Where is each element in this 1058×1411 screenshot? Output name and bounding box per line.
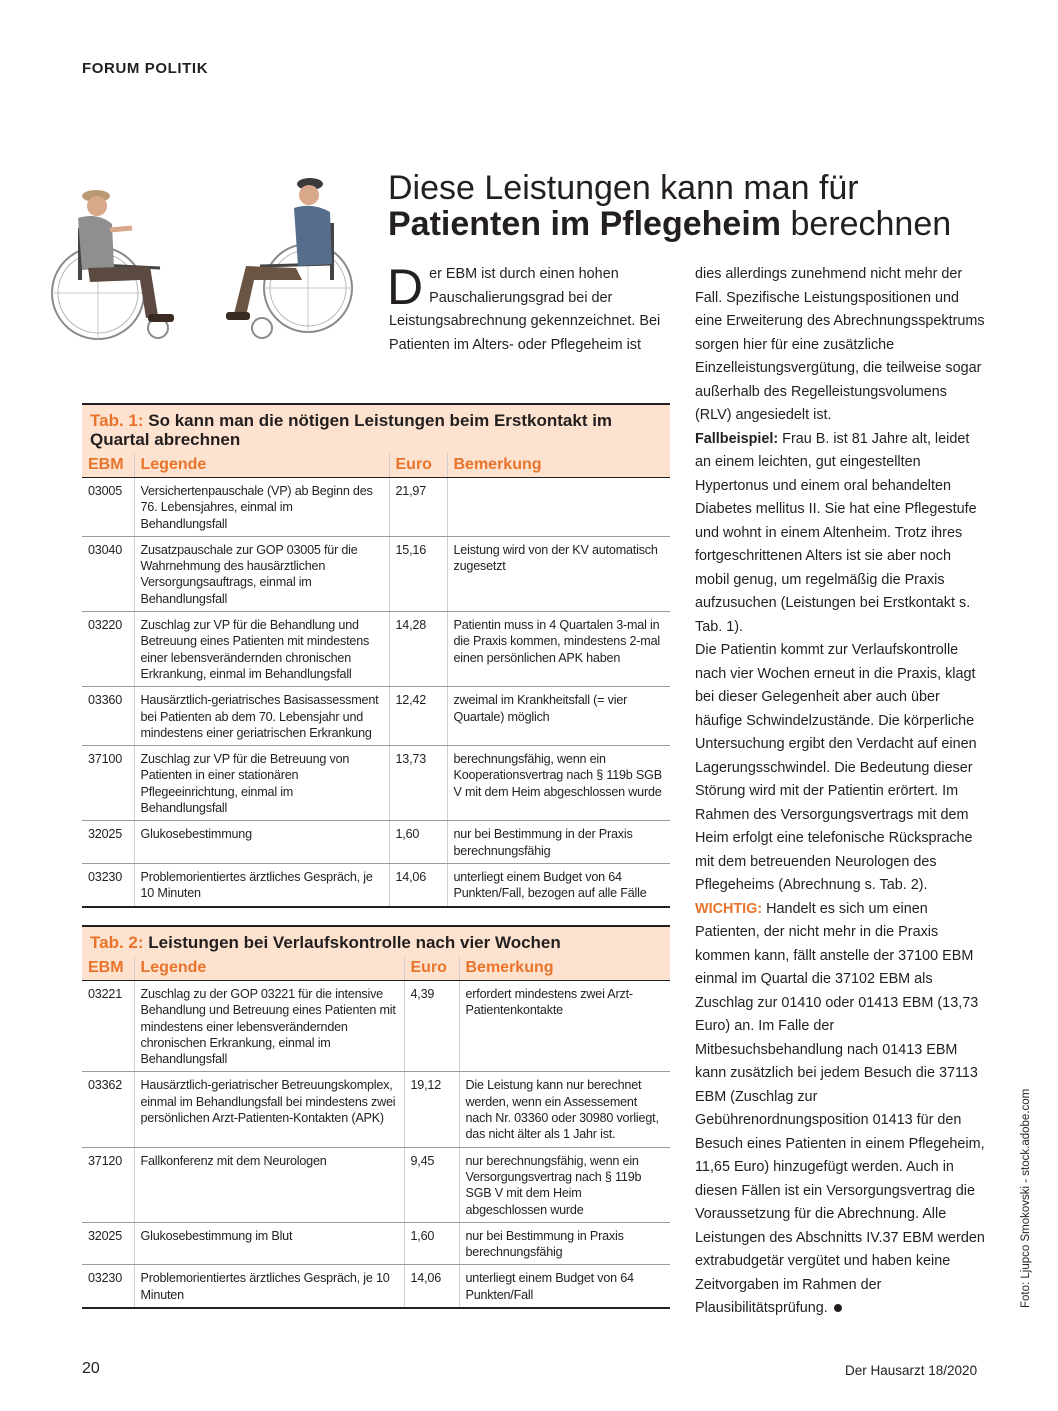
column-header: Euro (404, 956, 459, 981)
magazine-issue: Der Hausarzt 18/2020 (845, 1363, 978, 1378)
cell-euro: 13,73 (389, 746, 447, 821)
table-row (82, 1222, 670, 1265)
cell-ebm: 32025 (82, 821, 134, 864)
article-headline (388, 170, 1028, 242)
table-row (82, 821, 670, 864)
important-text: Handelt es sich um einen Patienten, der nicht mehr in die Praxis kommen kann, fällt anstelle der 37100 EBM einmal im Quartal die 37102 EBM als Zuschlag zur 01410 oder 01413 EBM (13,73 Euro) an. Im Falle der Mitbesuchsbehandlung nach 01413 EBM kann zusätzlich bei jedem Besuch die 37113 EBM (Zuschlag zur Gebührenordnungsposition 01413 für den Besuch eines Patienten in einem Pflegeheim, 11,65 Euro) hinzugefügt werden. Auch in diesen Fällen ist ein Versorgungsvertrag die Voraussetzung für die Abrechnung. Alle Leistungen des Abschnitts IV.37 EBM werden extrabudgetär vergütet und haben keine Zeitvorgaben im Rahmen der Plausibilitätsprüfung. (695, 900, 985, 1316)
table-row (82, 687, 670, 746)
cell-legende: Fallkonferenz mit dem Neurologen (134, 1147, 404, 1222)
column-header: Legende (134, 453, 389, 478)
column-header: Bemerkung (459, 956, 670, 981)
table-1-label: Tab. 1: (90, 411, 144, 430)
column-header: Legende (134, 956, 404, 981)
cell-legende: Glukosebestimmung im Blut (134, 1222, 404, 1265)
cell-euro: 9,45 (404, 1147, 459, 1222)
cell-ebm: 03220 (82, 612, 134, 687)
cell-ebm: 03221 (82, 981, 134, 1072)
column-header: Bemerkung (447, 453, 670, 478)
cell-bemerkung: erfordert mindestens zwei Arzt-Patientenkontakte (459, 981, 670, 1072)
cell-bemerkung (447, 478, 670, 537)
cell-euro: 12,42 (389, 687, 447, 746)
cell-ebm: 03040 (82, 536, 134, 611)
cell-legende: Zuschlag zu der GOP 03221 für die intensive Behandlung und Betreuung eines Patienten mit mindestens einer lebensverändernden chronischen Erkrankung, einmal im Behandlungsfall (134, 981, 404, 1072)
cell-legende: Hausärztlich-geriatrischer Betreuungskomplex, einmal im Behandlungsfall bei mindestens zwei persönlichen Arzt-Patienten-Kontakten (APK) (134, 1072, 404, 1147)
wheelchair-illustration (40, 168, 360, 353)
paragraph-important (695, 898, 985, 1321)
case-text: Frau B. ist 81 Jahre alt, leidet an einem leichten, gut eingestellten Hypertonus und einem oral behandelten Diabetes mellitus II. Sie hat eine Pflegestufe und wohnt in einem Altenheim. Trotz ihres fortgeschrittenen Alters ist sie aber noch mobil genug, um regelmäßig die Praxis aufzusuchen (Leistungen bei Erstkontakt s. Tab. 1). (695, 430, 977, 635)
cell-bemerkung: unterliegt einem Budget von 64 Punkten/Fall, bezogen auf alle Fälle (447, 863, 670, 906)
cell-legende: Hausärztlich-geriatrisches Basisassessment bei Patienten ab dem 70. Lebensjahr und mindestens einer geriatrischen Erkrankung (134, 687, 389, 746)
headline-line-1: Diese Leistungen kann man für (388, 169, 859, 207)
cell-ebm: 03005 (82, 478, 134, 537)
end-bullet-icon (834, 1304, 842, 1312)
cell-euro: 14,06 (404, 1265, 459, 1308)
cell-ebm: 32025 (82, 1222, 134, 1265)
photo-credit: Foto: Ljupco Smokovski - stock.adobe.com (1020, 1088, 1032, 1308)
right-column (695, 263, 985, 1321)
headline-bold: Patienten im Pflegeheim (388, 205, 781, 243)
table-row (82, 1265, 670, 1308)
cell-bemerkung: nur bei Bestimmung in Praxis berechnungsfähig (459, 1222, 670, 1265)
cell-ebm: 37100 (82, 746, 134, 821)
cell-euro: 14,28 (389, 612, 447, 687)
intro-paragraph (387, 259, 679, 357)
cell-euro: 1,60 (404, 1222, 459, 1265)
cell-euro: 21,97 (389, 478, 447, 537)
cell-legende: Problemorientiertes ärztliches Gespräch, je 10 Minuten (134, 1265, 404, 1308)
paragraph-1: dies allerdings zunehmend nicht mehr der Fall. Spezifische Leistungspositionen und eine Erweiterung des Abrechnungsspektrums sorgen hier für eine zusätzliche Einzelleistungsvergütung, die teilweise sogar außerhalb des Regelleistungsvolumens (RLV) angesiedelt ist. (695, 266, 985, 423)
cell-ebm: 03230 (82, 1265, 134, 1308)
cell-bemerkung: Die Leistung kann nur berechnet werden, wenn ein Assessement nach Nr. 03360 oder 30980 vorliegt, das nicht älter als 1 Jahr ist. (459, 1072, 670, 1147)
cell-ebm: 03230 (82, 863, 134, 906)
table-1-title: So kann man die nötigen Leistungen beim Erstkontakt im Quartal abrechnen (90, 411, 613, 449)
paragraph-3: Die Patientin kommt zur Verlaufskontrolle nach vier Wochen erneut in die Praxis, klagt bei dieser Gelegenheit aber auch über häufige Schwindelzustände. Die körperliche Untersuchung ergibt den Verdacht auf einen Lagerungsschwindel. Die Bedeutung dieser Störung wird mit der Patientin erörtert. Im Rahmen des Versorgungsvertrags mit dem Heim erfolgt eine telefonische Rücksprache mit dem betreuenden Neurologen des Pflegeheims (Abrechnung s. Tab. 2). (695, 642, 977, 893)
cell-ebm: 03362 (82, 1072, 134, 1147)
headline-line-2 (388, 206, 1028, 242)
cell-bemerkung: zweimal im Krankheitsfall (= vier Quartale) möglich (447, 687, 670, 746)
section-label: FORUM POLITIK (82, 60, 209, 77)
cell-legende: Versichertenpauschale (VP) ab Beginn des 76. Lebensjahres, einmal im Behandlungsfall (134, 478, 389, 537)
cell-legende: Zuschlag zur VP für die Behandlung und Betreuung eines Patienten mit mindestens einer lebensverändernden chronischen Erkrankung, einmal im Behandlungsfall (134, 612, 389, 687)
cell-legende: Problemorientiertes ärztliches Gespräch, je 10 Minuten (134, 863, 389, 906)
table-row (82, 746, 670, 821)
table-2-label: Tab. 2: (90, 933, 144, 952)
cell-euro: 1,60 (389, 821, 447, 864)
table-row (82, 478, 670, 537)
cell-ebm: 03360 (82, 687, 134, 746)
table-2-caption (82, 927, 670, 956)
cell-bemerkung: nur berechnungsfähig, wenn ein Versorgungsvertrag nach § 119b SGB V mit dem Heim abgeschlossen wurde (459, 1147, 670, 1222)
cell-bemerkung: nur bei Bestimmung in der Praxis berechnungsfähig (447, 821, 670, 864)
table-row (82, 536, 670, 611)
table-2 (82, 925, 670, 1309)
cell-legende: Zusatzpauschale zur GOP 03005 für die Wahrnehmung des hausärztlichen Versorgungsauftrags, einmal im Behandlungsfall (134, 536, 389, 611)
table-1-header-row (82, 453, 670, 478)
cell-bemerkung: berechnungsfähig, wenn ein Kooperationsvertrag nach § 119b SGB V mit dem Heim abgeschlossen wurde (447, 746, 670, 821)
page-number: 20 (82, 1360, 100, 1377)
cell-euro: 4,39 (404, 981, 459, 1072)
case-label: Fallbeispiel: (695, 430, 779, 447)
cell-euro: 15,16 (389, 536, 447, 611)
column-header: EBM (82, 453, 134, 478)
table-row (82, 863, 670, 906)
cell-bemerkung: Patientin muss in 4 Quartalen 3-mal in die Praxis kommen, mindestens 2-mal einen persönlichen APK haben (447, 612, 670, 687)
column-header: EBM (82, 956, 134, 981)
headline-rest: berechnen (781, 205, 952, 243)
cell-euro: 14,06 (389, 863, 447, 906)
intro-text: er EBM ist durch einen hohen Pauschalierungsgrad bei der Leistungsabrechnung gekennzeichnet. Bei Patienten im Alters- oder Pflegeheim ist (389, 266, 661, 353)
table-row (82, 1072, 670, 1147)
cell-bemerkung: unterliegt einem Budget von 64 Punkten/Fall (459, 1265, 670, 1308)
cell-bemerkung: Leistung wird von der KV automatisch zugesetzt (447, 536, 670, 611)
cell-euro: 19,12 (404, 1072, 459, 1147)
cell-legende: Glukosebestimmung (134, 821, 389, 864)
right-man (226, 178, 332, 320)
cell-legende: Zuschlag zur VP für die Betreuung von Patienten in einer stationären Pflegeeinrichtung, einmal im Behandlungsfall (134, 746, 389, 821)
table-row (82, 1147, 670, 1222)
column-header: Euro (389, 453, 447, 478)
paragraph-case (695, 428, 985, 640)
table-row (82, 612, 670, 687)
table-2-title: Leistungen bei Verlaufskontrolle nach vier Wochen (143, 933, 561, 952)
table-row (82, 981, 670, 1072)
important-label: WICHTIG: (695, 900, 763, 917)
table-2-header-row (82, 956, 670, 981)
drop-cap: D (387, 259, 424, 315)
table-1 (82, 403, 670, 908)
cell-ebm: 37120 (82, 1147, 134, 1222)
table-1-caption (82, 405, 670, 453)
